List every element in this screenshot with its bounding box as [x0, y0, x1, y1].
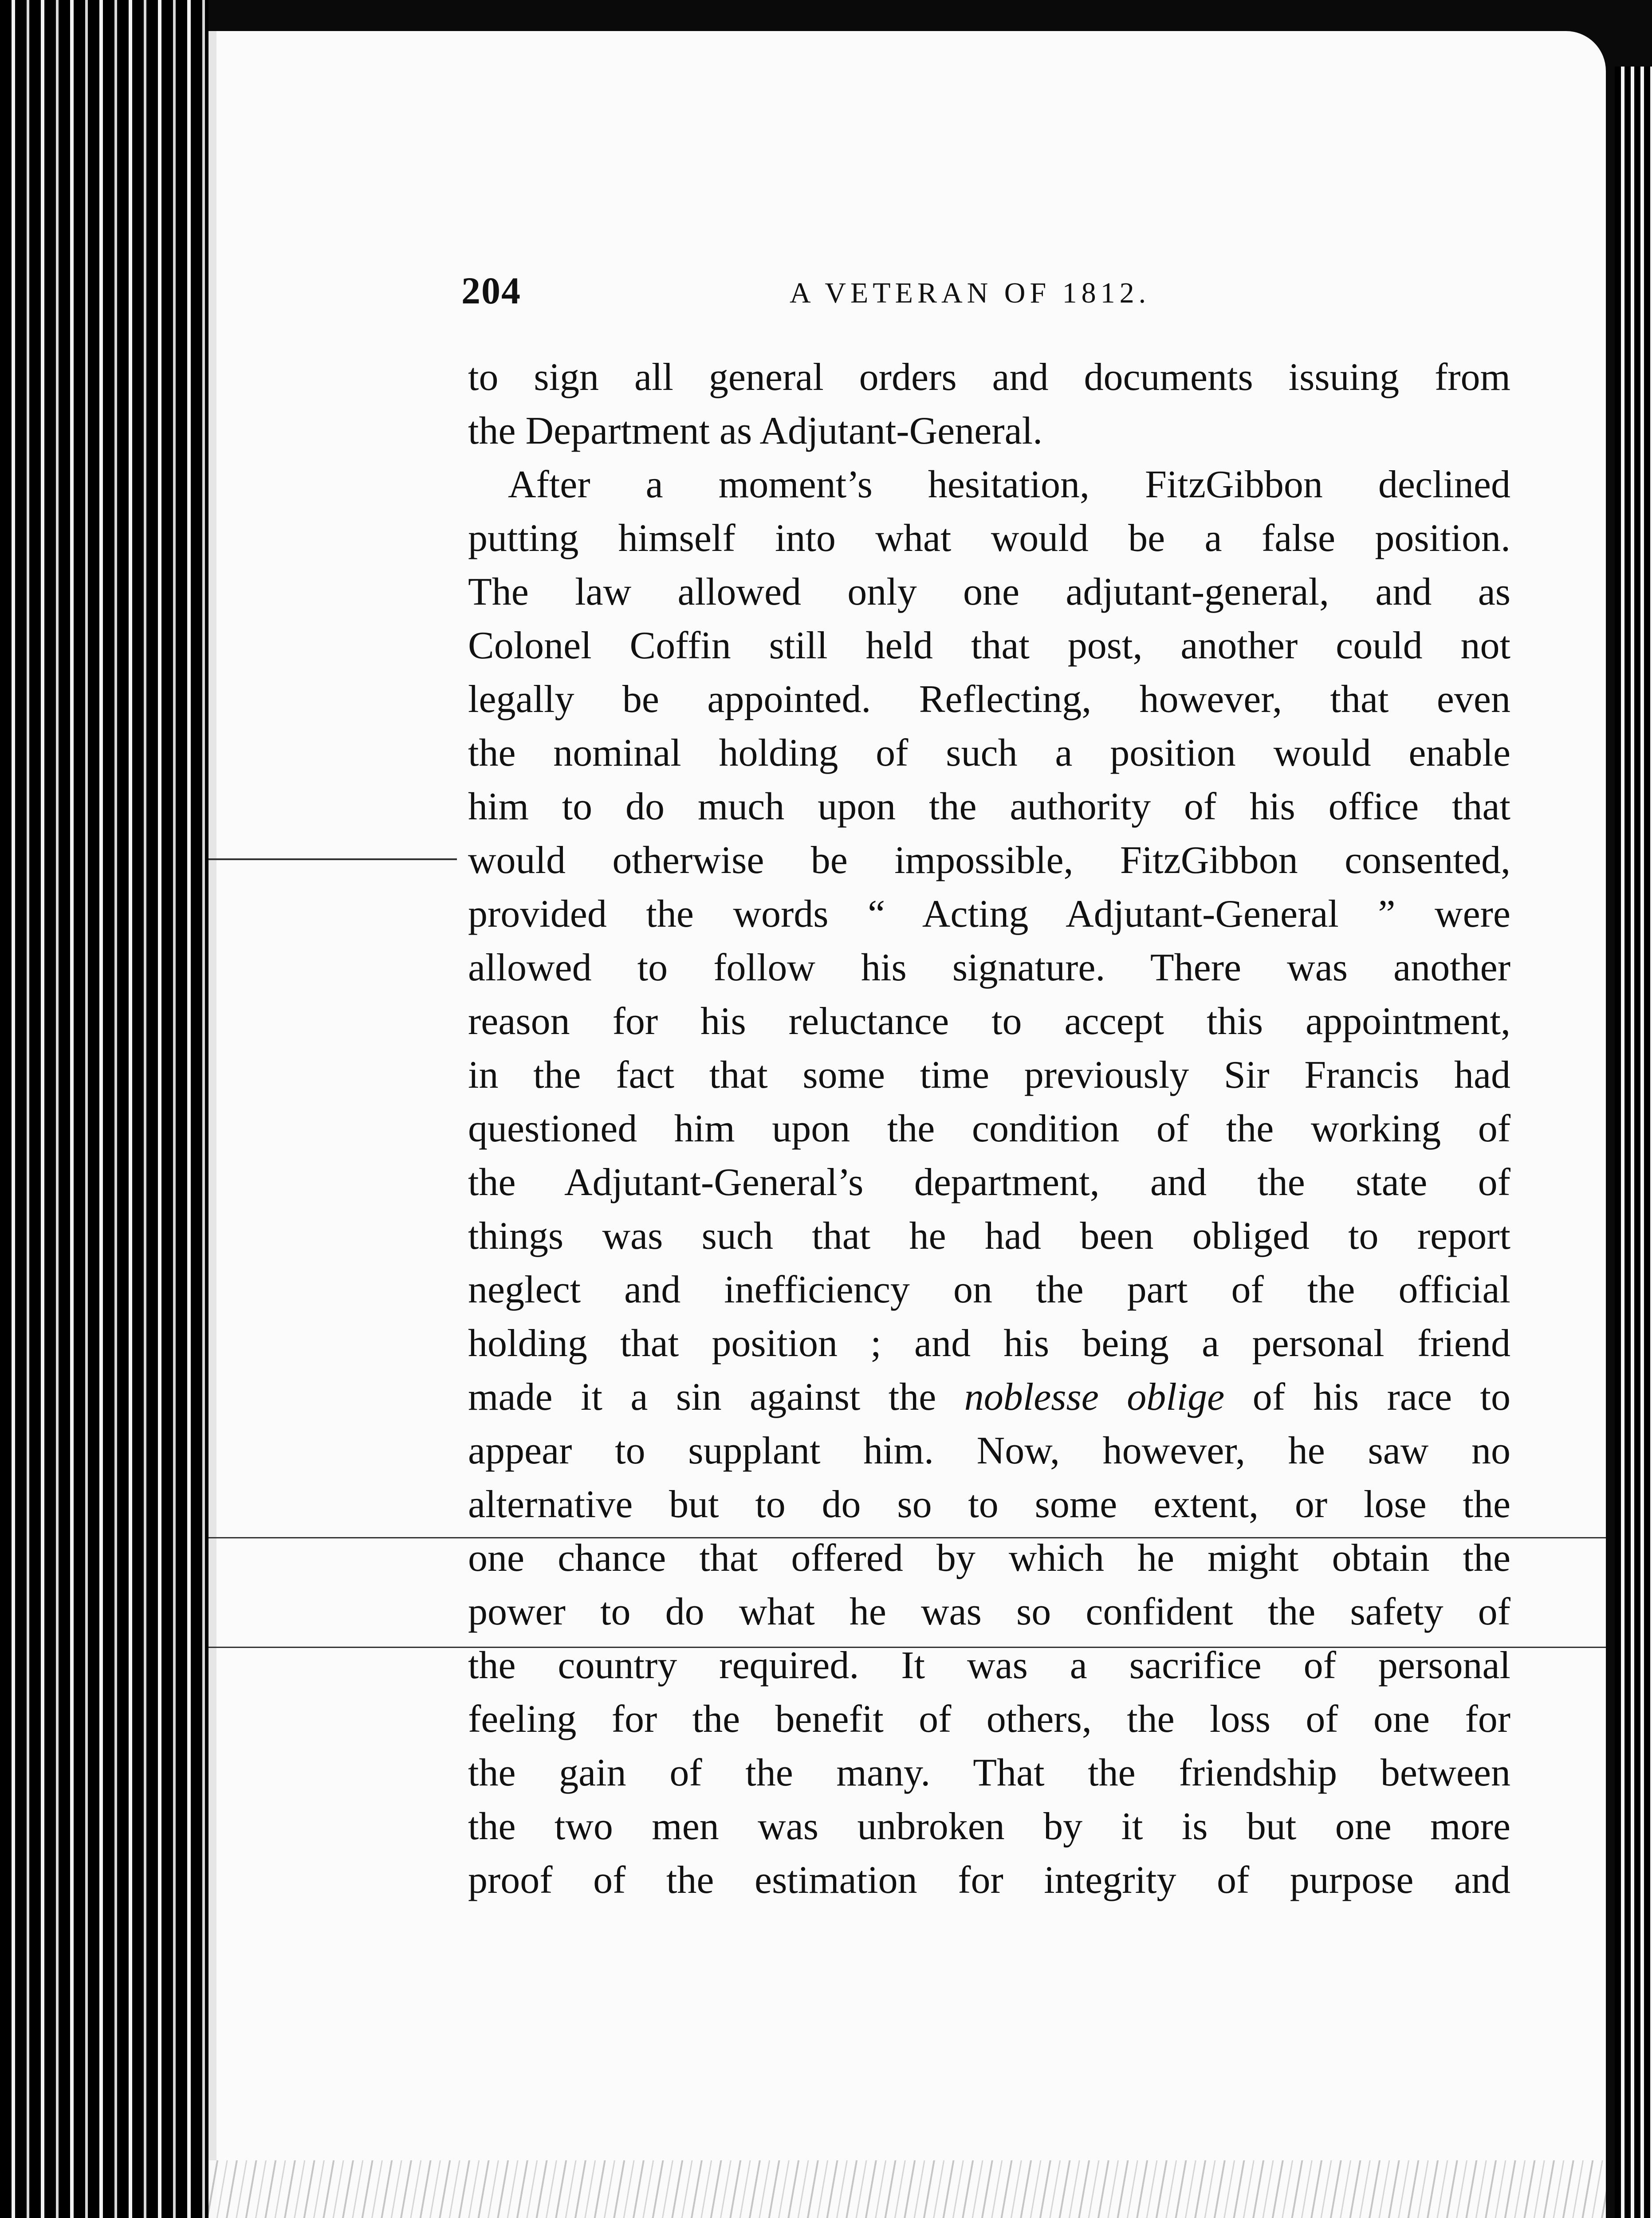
text-line: After a moment’s hesitation, FitzGibbon declined — [508, 463, 1510, 506]
body-text — [468, 350, 1510, 1907]
italic-phrase: noblesse oblige — [964, 1376, 1225, 1419]
text-line: holding that position ; and his being a personal friend — [468, 1322, 1510, 1365]
text-line: proof of the estimation for integrity of purpose and — [468, 1859, 1510, 1902]
text-line: provided the words “ Acting Adjutant-General ” were — [468, 893, 1510, 936]
text-line: putting himself into what would be a false position. — [468, 517, 1510, 560]
page-number: 204 — [461, 269, 521, 312]
text-line: reason for his reluctance to accept this appointment, — [468, 1000, 1510, 1043]
book-spine-shadow — [0, 0, 208, 2218]
running-head: A VETERAN OF 1812. — [790, 277, 1151, 309]
text-line: the gain of the many. That the friendship between — [468, 1751, 1510, 1794]
text-line: the Department as Adjutant-General. — [468, 409, 1043, 452]
text-line: the Adjutant-General’s department, and the state of — [468, 1161, 1510, 1204]
facing-page-edge — [1615, 67, 1652, 2218]
text-line: alternative but to do so to some extent, or lose the — [468, 1483, 1510, 1526]
text-line: legally be appointed. Reflecting, however, that even — [468, 678, 1510, 721]
text-line: neglect and inefficiency on the part of the official — [468, 1268, 1510, 1311]
text-line: to sign all general orders and documents issuing from — [468, 356, 1510, 399]
text-line: Colonel Coffin still held that post, another could not — [468, 624, 1510, 667]
text-line: appear to supplant him. Now, however, he saw no — [468, 1429, 1510, 1472]
scan-line-artifact — [208, 858, 457, 860]
text-line: him to do much upon the authority of his office that — [468, 785, 1510, 828]
text-segment: made it a sin against the — [468, 1376, 964, 1419]
page-header — [461, 268, 1632, 322]
scan-noise-bottom — [208, 2160, 1606, 2218]
text-line: The law allowed only one adjutant-general, and as — [468, 570, 1510, 613]
text-line: the nominal holding of such a position would enable — [468, 731, 1510, 775]
text-line: questioned him upon the condition of the working of — [468, 1107, 1510, 1150]
text-line-with-italic — [468, 1370, 1510, 1424]
text-line: the country required. It was a sacrifice of personal — [468, 1644, 1510, 1687]
text-line: things was such that he had been obliged to report — [468, 1215, 1510, 1258]
text-line: allowed to follow his signature. There was another — [468, 946, 1510, 989]
text-line: feeling for the benefit of others, the loss of one for — [468, 1698, 1510, 1741]
text-line: power to do what he was so confident the safety of — [468, 1590, 1510, 1633]
text-line: would otherwise be impossible, FitzGibbon consented, — [468, 839, 1510, 882]
text-line: in the fact that some time previously Sir Francis had — [468, 1054, 1510, 1097]
text-line: the two men was unbroken by it is but one more — [468, 1805, 1510, 1848]
text-segment: of his race to — [1224, 1376, 1510, 1419]
text-line: one chance that offered by which he might obtain the — [468, 1537, 1510, 1580]
